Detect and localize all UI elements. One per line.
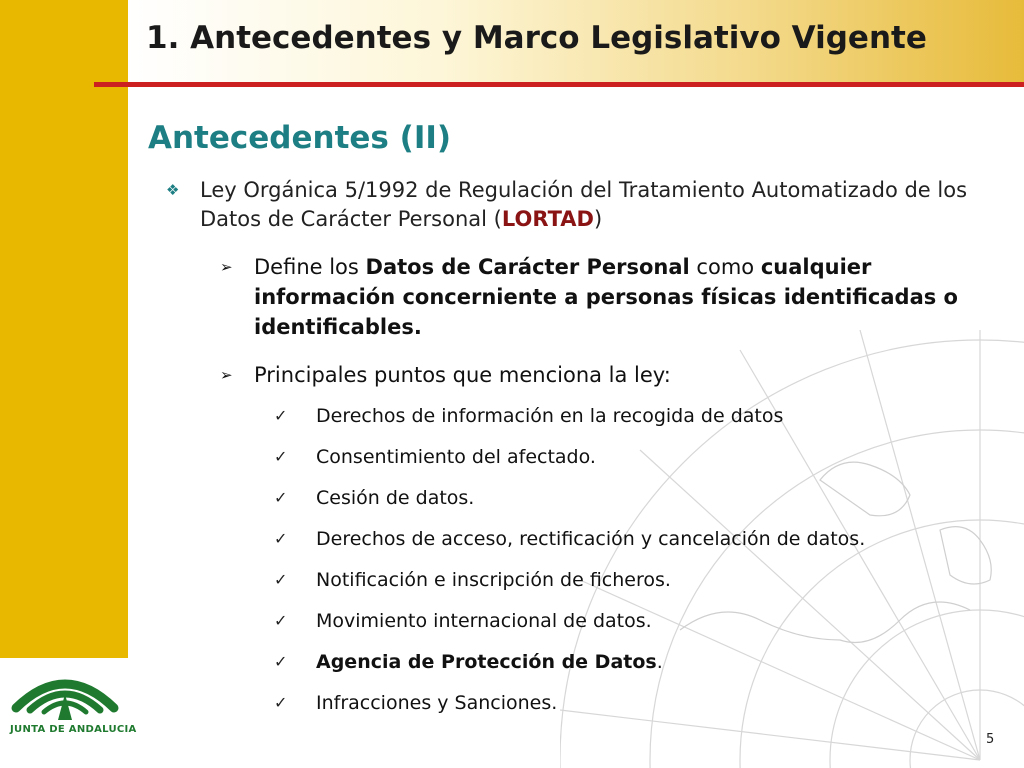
check-bullet-icon: ✓ bbox=[274, 611, 288, 630]
check-bullet-icon: ✓ bbox=[274, 488, 288, 507]
check-bullet-icon: ✓ bbox=[274, 570, 288, 589]
check-bullet-icon: ✓ bbox=[274, 529, 288, 548]
logo-text: JUNTA DE ANDALUCIA bbox=[10, 724, 137, 735]
point-text: Notificación e inscripción de ficheros. bbox=[316, 569, 671, 591]
arrow-bullet-icon: ➢ bbox=[220, 258, 233, 276]
list-item bbox=[274, 649, 663, 675]
point-text-bold: Agencia de Protección de Datos bbox=[316, 651, 657, 673]
law-text: Ley Orgánica 5/1992 de Regulación del Tratamiento Automatizado de los Datos de Carácter Personal ( bbox=[200, 178, 968, 231]
check-bullet-icon: ✓ bbox=[274, 406, 288, 425]
definition-prefix: Define los bbox=[254, 255, 366, 279]
check-bullet-icon: ✓ bbox=[274, 652, 288, 671]
list-item bbox=[274, 485, 475, 511]
check-bullet-icon: ✓ bbox=[274, 447, 288, 466]
points-intro: Principales puntos que menciona la ley: bbox=[254, 363, 671, 387]
list-item bbox=[274, 690, 558, 716]
diamond-bullet-icon: ❖ bbox=[166, 181, 180, 199]
point-text: Cesión de datos. bbox=[316, 487, 475, 509]
law-acronym: LORTAD bbox=[501, 207, 594, 231]
definition-meaning: cualquier información concerniente a personas físicas identificadas o identificables. bbox=[254, 255, 958, 339]
list-item bbox=[274, 444, 596, 470]
law-bullet bbox=[166, 176, 1000, 234]
list-item bbox=[274, 526, 866, 552]
definition-term: Datos de Carácter Personal bbox=[365, 255, 690, 279]
point-text: Movimiento internacional de datos. bbox=[316, 610, 652, 632]
point-text: Consentimiento del afectado. bbox=[316, 446, 596, 468]
points-intro-bullet bbox=[220, 360, 974, 390]
definition-bullet bbox=[220, 252, 974, 342]
list-item bbox=[274, 403, 784, 429]
list-item bbox=[274, 608, 652, 634]
point-text: Infracciones y Sanciones. bbox=[316, 692, 558, 714]
left-accent-bar bbox=[0, 0, 128, 658]
check-bullet-icon: ✓ bbox=[274, 693, 288, 712]
arrow-bullet-icon: ➢ bbox=[220, 366, 233, 384]
section-title: Antecedentes (II) bbox=[148, 120, 452, 156]
point-text-suffix: . bbox=[656, 651, 663, 673]
page-number: 5 bbox=[986, 732, 995, 747]
point-text: Derechos de información en la recogida de datos bbox=[316, 405, 784, 427]
point-text: Derechos de acceso, rectificación y cancelación de datos. bbox=[316, 528, 866, 550]
definition-middle: como bbox=[689, 255, 761, 279]
slide-title: 1. Antecedentes y Marco Legislativo Vigente bbox=[146, 20, 927, 56]
law-text-end: ) bbox=[593, 207, 603, 231]
header-divider bbox=[94, 82, 1024, 87]
list-item bbox=[274, 567, 671, 593]
